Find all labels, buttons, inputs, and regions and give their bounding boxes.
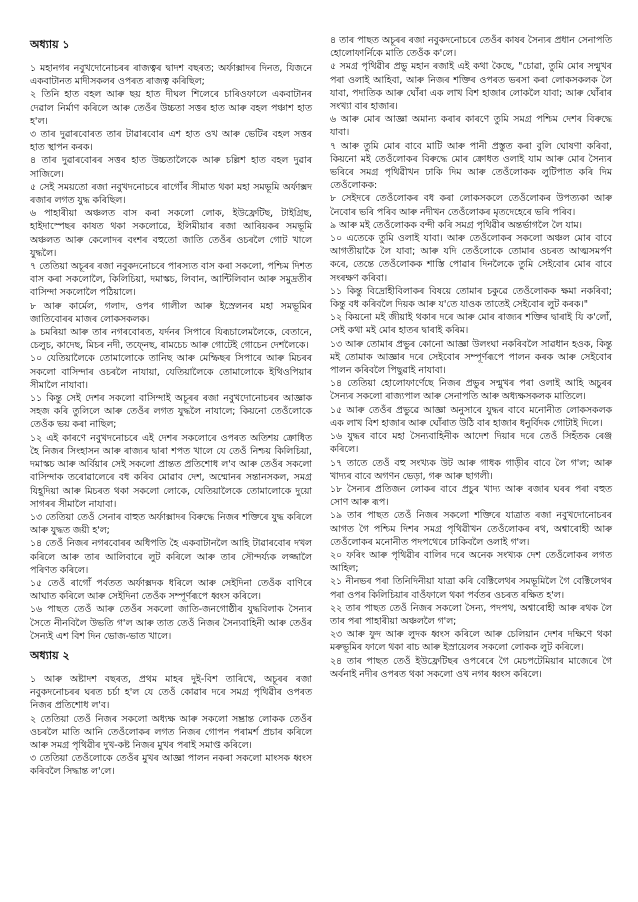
chapter-1-body bbox=[30, 62, 312, 643]
verse-paragraph: ১ আৰু অষ্টাদশ বছৰত, প্ৰথম মাহৰ দুই-বিশ তাৰিখে, অচূৰৰ ৰজা নবুকদনোচৰৰ ঘৰত চৰ্চা হ'ল যে তেওঁ কোৱাৰ দৰে সমগ্ৰ পৃথিৱীৰ ওপৰত নিজৰ প্ৰতিশোধ ল'ব। bbox=[30, 673, 312, 712]
verse-paragraph: ১৭ তাতে তেওঁ বহু সংখ্যক উট আৰু গাধক গাড়ীৰ বাবে লৈ গ'ল; আৰু খাদ্যৰ বাবে অগণন ভেড়া, গৰু আৰু ছাগলী। bbox=[330, 457, 612, 482]
verse-paragraph: ৭ তেতিয়া অচূৰৰ ৰজা নবুকদনোচৰে পাৰস্যত বাস কৰা সকলো, পশ্চিম দিশত বাস কৰা সকলোলৈ, কিলিচিয়া, দমাস্কচ, লিবান, আন্টিলিবান আৰু সমুদ্ৰতীৰ বাসিন্দা সকলোলৈ পঠিয়ালে। bbox=[30, 261, 312, 299]
chapter-1-heading: অধ্যায় ১ bbox=[30, 38, 70, 51]
verse-paragraph: ৪ তাৰ দুৱাৰবোৰৰ সত্তৰ হাত উচ্চতালৈকে আৰু চল্লিশ হাত বহল দুৱাৰ সাজিলে। bbox=[30, 155, 312, 180]
verse-paragraph: ১১ কিন্তু বিদ্ৰোহীবিলাকৰ বিষয়ে তোমাৰ চকুৱে তেওঁলোকক ক্ষমা নকৰিবা; কিন্তু বধ কৰিবলৈ দিয়ক আৰু য'তে যাওক তাতেই সেইবোৰ লুট কৰক।" bbox=[330, 285, 612, 311]
verse-paragraph: ৬ পাহাৰীয়া অঞ্চলত বাস কৰা সকলো লোক, ইউফ্ৰেটিছ, টাইগ্ৰিছ, হাইদাস্পেছৰ কাষত থকা সকলোৱে, ইলিমীয়াৰ ৰজা আৰিয়কৰ সমভূমি অঞ্চলত আৰু কেলোদৰ বংশৰ বহুতো জাতি তেওঁৰ ওচৰলৈ গোট খালে যুদ্ধলৈ। bbox=[30, 208, 312, 259]
verse-paragraph: ২ তিনি হাত বহল আৰু ছয় হাত দীঘল শিলেৰে চাৰিওফালে একবাটানৰ দেৱাল নিৰ্মাণ কৰিলে আৰু তেওঁৰ উচ্চতা সত্তৰ হাত আৰু বহল পঞ্চাশ হাত হ'ল। bbox=[30, 89, 312, 127]
verse-paragraph: ১৬ পাছত তেওঁ আৰু তেওঁৰ সকলো জাতি-জনগোষ্ঠীৰ যুদ্ধবিলাক সৈন্যৰ সৈতে নীনবিলৈ উভতি গ'ল আৰু তাত তেওঁ নিজৰ সৈন্যবাহিনী আৰু তেওঁৰ সৈন্যই এশ বিশ দিন ভোজ-ভাত খালে। bbox=[30, 604, 312, 642]
verse-paragraph: ৯ আৰু মই তেওঁলোকক বন্দী কৰি সমগ্ৰ পৃথিৱীৰ অন্তৰ্ভাগলৈ লৈ যাম। bbox=[330, 219, 582, 231]
verse-paragraph: ১৬ যুদ্ধৰ বাবে মহা সৈন্যবাহিনীক আদেশ দিয়াৰ দৰে তেওঁ সিহঁতক ৰেঞ্জ কৰিলে। bbox=[330, 431, 612, 456]
right-column bbox=[330, 34, 612, 681]
left-column bbox=[30, 34, 312, 779]
verse-paragraph: ১৫ আৰু তেওঁৰ প্ৰভুৱে আজ্ঞা অনুসাৰে যুদ্ধৰ বাবে মনোনীত লোকসকলক এক লাখ বিশ হাজাৰ আৰু ঘোঁৰাত উঠি বাৰ হাজাৰ ধনুৰ্বিদক গোটাই দিলে। bbox=[330, 404, 612, 429]
verse-paragraph: ৫ সেই সময়তো ৰজা নবুখদনোচৰে ৰাগোঁৰ সীমাত থকা মহা সমভূমি অৰ্ফাক্সদ ৰজাৰ লগত যুদ্ধ কৰিছিল। bbox=[30, 181, 312, 207]
verse-paragraph: ১২ কিয়নো মই জীয়াই থকাৰ দৰে আৰু মোৰ ৰাজ্যৰ শক্তিৰ দ্বাৰাই যি ক'লোঁ, সেই কথা মই মোৰ হাতৰ দ্বাৰাই কৰিম। bbox=[330, 312, 612, 337]
verse-paragraph: ২২ তাৰ পাছত তেওঁ নিজৰ সকলো সৈন্য, পদপথ, অশ্বাৰোহী আৰু ৰথক লৈ তাৰ পৰা পাহাৰীয়া অঞ্চললৈ গ'ল; bbox=[330, 602, 612, 627]
verse-paragraph: ১৩ তেতিয়া তেওঁ সেনাৰ বাহুত অৰ্ফাক্সাদৰ বিৰুদ্ধে নিজৰ শক্তিৰে যুদ্ধ কৰিলে আৰু যুদ্ধত জয়ী হ'ল; bbox=[30, 511, 312, 537]
verse-paragraph: ৩ তেতিয়া তেওঁলোকে তেওঁৰ মুখৰ আজ্ঞা পালন নকৰা সকলো মাংসক ধ্বংস কৰিবলৈ সিদ্ধান্ত ল'লে। bbox=[30, 753, 312, 778]
verse-paragraph: ১৯ তাৰ পাছত তেওঁ নিজৰ সকলো শক্তিৰে যাত্ৰাত ৰজা নবুখদোনোচৰৰ আগত গৈ পশ্চিম দিশৰ সমগ্ৰ পৃথিৱীখন তেওঁলোকৰ ৰথ, অশ্বাৰোহী আৰু তেওঁলোকৰ মনোনীত পদপথেৰে ঢাকিবলৈ ওলাই গ'ল। bbox=[330, 510, 612, 548]
verse-paragraph: ৪ তাৰ পাছত অচূৰৰ ৰজা নবুকদনোচৰে তেওঁৰ কাষৰ সৈন্যৰ প্ৰধান সেনাপতি হোলোফাৰ্নিকে মাতি তেওঁক ক'লে। bbox=[330, 35, 612, 60]
verse-paragraph: ৬ আৰু মোৰ আজ্ঞা অমান্য কৰাৰ কাৰণে তুমি সমগ্ৰ পশ্চিম দেশৰ বিৰুদ্ধে যাবা। bbox=[330, 114, 612, 139]
verse-paragraph: ১০ যেতিয়ালৈকে তোমালোকে তানিছ আৰু মেম্ফিছৰ সিপাৰে আৰু মিচৰৰ সকলো বাসিন্দাৰ ওচৰলৈ নাযায়া, যেতিয়ালৈকে তোমালোকে ইথিওপিয়াৰ সীমালৈ নাযাবা। bbox=[30, 353, 312, 391]
verse-paragraph: ১ মহানগৰ নবুখদোনোচৰৰ ৰাজত্বৰ দ্বাদশ বছৰত; অৰ্ফাক্সাদৰ দিনত, যিজনে একবাটানত মাদীসকলৰ ওপৰত ৰাজত্ব কৰিছিল; bbox=[30, 63, 312, 88]
verse-paragraph: ১৮ সৈন্যৰ প্ৰতিজন লোকৰ বাবে প্ৰচুৰ খাদ্য আৰু ৰজাৰ ঘৰৰ পৰা বহুত সোণ আৰু ৰূপ। bbox=[330, 483, 612, 509]
verse-paragraph: ২১ নীনভৰ পৰা তিনিদিনীয়া যাত্ৰা কৰি বেক্টিলেথৰ সমভূমিলৈ গৈ বেক্টিলেথৰ পৰা ওপৰ কিলিচিয়াৰ বাওঁফালে থকা পৰ্বতৰ ওচৰত ৰক্ষিত হ'ল। bbox=[330, 576, 612, 601]
verse-paragraph: ২৩ আৰু ফুদ আৰু লুদক ধ্বংস কৰিলে আৰু চেলিয়ান দেশৰ দক্ষিণে থকা মৰুভূমিৰ ফালে থকা ৰাচ আৰু ইস্ৰায়েলৰ সকলো লোকক লুট কৰিলে। bbox=[330, 629, 612, 654]
verse-paragraph: ২৪ তাৰ পাছত তেওঁ ইউফ্ৰেটিছৰ ওপৰেৰে গৈ মেচপটেমিয়াৰ মাজেৰে গৈ অৰ্বনাই নদীৰ ওপৰত থকা সকলো ওখ নগৰ ধ্বংস কৰিলে। bbox=[330, 655, 612, 680]
verse-paragraph: ৮ সেইদৰে তেওঁলোকৰ বধ কৰা লোকসকলে তেওঁলোকৰ উপত্যকা আৰু নৈবোৰ ভৰি পৰিব আৰু নদীখন তেওঁলোকৰ মৃতদেহেৰে ভৰি পৰিব। bbox=[330, 193, 612, 218]
verse-paragraph: ৫ সমগ্ৰ পৃথিৱীৰ প্ৰভু মহান ৰজাই এই কথা কৈছে, "চোৱা, তুমি মোৰ সন্মুখৰ পৰা ওলাই আহিবা, আৰু নিজৰ শক্তিৰ ওপৰত ভৰসা কৰা লোকসকলক লৈ যাবা, পদাতিক আৰু ঘোঁৰা এক লাখ বিশ হাজাৰ লোকলৈ যাবা; আৰু ঘোঁৰাৰ সংখ্যা বাৰ হাজাৰ। bbox=[330, 61, 612, 113]
verse-paragraph: ৭ আৰু তুমি মোৰ বাবে মাটি আৰু পানী প্ৰস্তুত কৰা বুলি ঘোষণা কৰিবা, কিয়নো মই তেওঁলোকৰ বিৰুদ্ধে মোৰ ক্ৰোধত ওলাই যাম আৰু মোৰ সৈন্যৰ ভৰিৰে সমগ্ৰ পৃথিৱীখন ঢাকি দিম আৰু তেওঁলোকক লুটিপাত কৰি দিম তেওঁলোকক: bbox=[330, 140, 612, 192]
chapter-2-continued-body bbox=[330, 34, 612, 681]
verse-paragraph: ১৫ তেওঁ ৰাগোঁ পৰ্বতত অৰ্ফাক্সদক ধৰিলে আৰু সেইদিনা তেওঁক বাণিৰে আঘাত কৰিলে আৰু সেইদিনা তেওঁক সম্পূৰ্ণৰূপে ধ্বংস কৰিলে। bbox=[30, 577, 312, 603]
verse-paragraph: ১০ এতেকে তুমি ওলাই যাবা। আৰু তেওঁলোকৰ সকলো অঞ্চল মোৰ বাবে আগতীয়াকৈ লৈ যাবা; আৰু যদি তেওঁলোকে তোমাৰ ওচৰত আত্মসমৰ্পণ কৰে, তেন্তে তেওঁলোকক শাস্তি পোৱাৰ দিনলৈকে তুমি সেইবোৰ মোৰ বাবে সংৰক্ষণ কৰিবা। bbox=[330, 233, 612, 284]
verse-paragraph: ৯ চমৰিয়া আৰু তাৰ নগৰবোৰত, যৰ্দনৰ সিপাৰে যিৰূচালেমলৈকে, বেতানে, চেলুচ, কাদেছ, মিচৰ নদী, তফ্নেছ, ৰামচেচ আৰু গোটেই গোচেন দেশলৈকে। bbox=[30, 327, 312, 352]
verse-paragraph: ১২ এই কাৰণে নবুখদনোচৰে এই দেশৰ সকলোৰে ওপৰত অতিশয় ক্ৰোধিত হৈ নিজৰ সিংহাসন আৰু ৰাজ্যৰ দ্বাৰা শপত খালে যে তেওঁ নিশ্চয় কিলিচিয়া, দমাস্কচ আৰু অৰ্বিয়াৰ সেই সকলো প্ৰান্তত প্ৰতিশোধ ল'ব আৰু তেওঁৰ সকলো বাসিন্দাক তৰোৱালেৰে বধ কৰিব মোৱাব দেশ, অম্মোনৰ সন্তানসকল, সমগ্ৰ যিহূদিয়া আৰু মিচৰত থকা সকলো লোকে, যেতিয়ালৈকে তোমালোকে দুয়ো সাগৰৰ সীমালৈ নাযাবা। bbox=[30, 432, 312, 510]
verse-paragraph: ১৪ তেতিয়া হোলোফাৰ্ণেছে নিজৰ প্ৰভুৰ সন্মুখৰ পৰা ওলাই আহি অচুৰৰ সৈন্যৰ সকলো ৰাজ্যপাল আৰু সেনাপতি আৰু অধ্যক্ষসকলক মাতিলে। bbox=[330, 378, 612, 403]
verse-paragraph: ১৩ আৰু তোমাৰ প্ৰভুৰ কোনো আজ্ঞা উলংঘা নকৰিবলৈ সাৱধান হওক, কিন্তু মই তোমাক আজ্ঞাৰ দৰে সেইবোৰ সম্পূৰ্ণৰূপে পালন কৰক আৰু সেইবোৰ পালন কৰিবলৈ পিছুৱাই নাযাবা। bbox=[330, 338, 612, 377]
chapter-2-body bbox=[30, 673, 312, 779]
verse-paragraph: ১৪ তেওঁ নিজৰ নগৰবোৰৰ অধিপতি হৈ একবাটানলৈ আহি টাৱাৰবোৰ দখল কৰিলে আৰু তাৰ আলিবাৰে লুট কৰিলে আৰু তাৰ সৌন্দৰ্য্যক লজ্জালৈ পৰিণত কৰিলে। bbox=[30, 538, 312, 576]
verse-paragraph: ১১ কিন্তু সেই দেশৰ সকলো বাসিন্দাই অচূৰৰ ৰজা নবুখদোনোচৰৰ আজ্ঞাক সহজ কৰি তুলিলে আৰু তেওঁৰ লগত যুদ্ধলৈ নাযালে; কিয়নো তেওঁলোকে তেওঁক ভয় কৰা নাছিল; bbox=[30, 393, 312, 431]
verse-paragraph: ৩ তাৰ দুৱাৰবোৰত তাৰ টাৱাৰবোৰ এশ হাত ওখ আৰু ভেটিৰ বহল সত্তৰ হাত স্থাপন কৰক। bbox=[30, 129, 312, 154]
verse-paragraph: ২ তেতিয়া তেওঁ নিজৰ সকলো অধ্যক্ষ আৰু সকলো সম্ভ্ৰান্ত লোকক তেওঁৰ ওচৰলৈ মাতি আনি তেওঁলোকৰ লগত নিজৰ গোপন পৰামৰ্শ প্ৰচাৰ কৰিলে আৰু সমগ্ৰ পৃথিৱীৰ দুখ-কষ্ট নিজৰ মুখৰ পৰাই সমাপ্ত কৰিলে। bbox=[30, 713, 312, 751]
verse-paragraph: ৮ আৰু কাৰ্মেল, গলাদ, ওপৰ গালীল আৰু ইস্ৰেলনৰ মহা সমভূমিৰ জাতিবোৰৰ মাজৰ লোকসকলক। bbox=[30, 300, 312, 325]
chapter-2-heading: অধ্যায় ২ bbox=[30, 648, 70, 662]
verse-paragraph: ২০ ফৰিং আৰু পৃথিৱীৰ বালিৰ দৰে অনেক সংখ্যক দেশ তেওঁলোকৰ লগত আহিল; bbox=[330, 549, 612, 575]
